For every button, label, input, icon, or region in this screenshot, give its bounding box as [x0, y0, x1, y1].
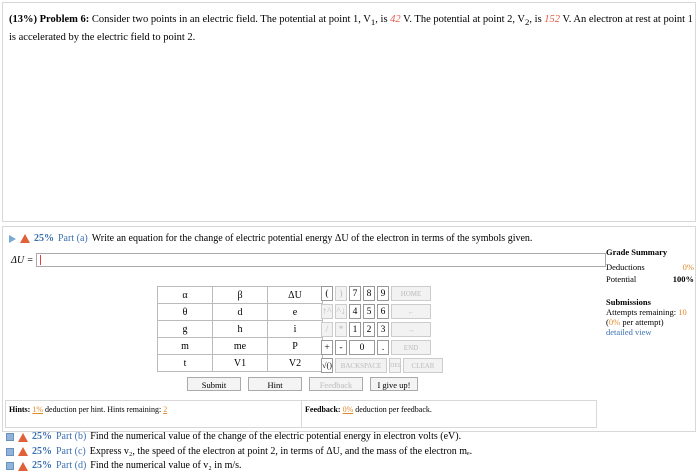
problem-statement-box	[2, 2, 696, 222]
part-c-label: Part (c)	[56, 445, 86, 457]
keypad-row-2	[321, 304, 443, 320]
symbol-palette	[157, 286, 323, 372]
problem-weight: (13%)	[9, 14, 37, 25]
answer-row	[11, 253, 606, 267]
key-end[interactable]: END	[391, 340, 431, 355]
key-right-arrow[interactable]: →	[391, 322, 431, 337]
part-b-label: Part (b)	[56, 431, 87, 442]
symbol-d[interactable]: d	[213, 304, 268, 321]
part-a-text: Write an equation for the change of electric potential energy ΔU of the electron in terms of the symbols given.	[91, 233, 533, 244]
symbol-beta[interactable]: β	[213, 287, 268, 304]
key-backspace[interactable]: BACKSPACE	[335, 358, 387, 373]
keypad-row-3	[321, 322, 443, 338]
v1-value: 42	[390, 14, 401, 25]
key-home[interactable]: HOME	[391, 286, 431, 301]
hints-text: deduction per hint. Hints remaining:	[45, 405, 162, 414]
v1-subscript: 1	[370, 17, 376, 28]
potential-value: 100%	[672, 274, 694, 284]
hints-label: Hints:	[9, 405, 31, 414]
key-left-arrow[interactable]: ←	[391, 304, 431, 319]
key-power-up[interactable]: ↑^	[321, 304, 333, 319]
other-parts-list	[6, 430, 472, 474]
hints-pct: 1%	[32, 405, 44, 414]
keypad-row-1	[321, 286, 443, 302]
symbol-t[interactable]: t	[158, 355, 213, 372]
problem-text-1: Consider two points in an electric field. The potential at point 1, V	[91, 14, 371, 25]
problem-label: Problem 6:	[39, 14, 90, 25]
deductions-label: Deductions	[606, 262, 645, 272]
key-7[interactable]: 7	[349, 286, 361, 301]
keypad	[321, 286, 443, 376]
deductions-row	[606, 261, 694, 273]
problem-text-4: , is	[529, 14, 542, 25]
potential-label: Potential	[606, 274, 637, 284]
expand-icon[interactable]	[6, 448, 14, 456]
warning-icon	[18, 462, 28, 471]
per-attempt-row: (0% per attempt)	[606, 317, 664, 327]
per-attempt-label: per attempt)	[622, 317, 664, 327]
part-c-percent: 25%	[32, 445, 52, 457]
key-del[interactable]: DEL	[389, 358, 401, 373]
feedback-pct: 0%	[342, 405, 354, 414]
part-c-text: Express v₂, the speed of the electron at point 2, in terms of ΔU, and the mass of the electron mₑ.	[89, 445, 473, 457]
part-d-row[interactable]	[6, 459, 472, 474]
hints-remaining: 2	[163, 405, 168, 414]
warning-icon	[18, 433, 28, 442]
per-attempt-pct: 0%	[608, 317, 621, 327]
deductions-value: 0%	[682, 262, 694, 272]
give-up-button[interactable]: I give up!	[370, 377, 418, 391]
symbol-theta[interactable]: θ	[158, 304, 213, 321]
key-2[interactable]: 2	[363, 322, 375, 337]
feedback-text: deduction per feedback.	[355, 405, 432, 414]
part-a-label: Part (a)	[58, 233, 88, 244]
symbol-m[interactable]: m	[158, 338, 213, 355]
part-c-row[interactable]	[6, 445, 472, 460]
part-d-text: Find the numerical value of v₂ in m/s.	[90, 460, 242, 471]
symbol-alpha[interactable]: α	[158, 287, 213, 304]
grade-summary	[606, 247, 694, 337]
symbol-v2[interactable]: V2	[268, 355, 323, 372]
key-0[interactable]: 0	[349, 340, 375, 355]
hints-box	[5, 400, 302, 428]
expand-arrow-icon[interactable]	[9, 235, 16, 243]
feedback-box	[301, 400, 597, 428]
key-multiply[interactable]: *	[335, 322, 347, 337]
symbol-g[interactable]: g	[158, 321, 213, 338]
feedback-button[interactable]: Feedback	[309, 377, 363, 391]
key-decimal[interactable]: .	[377, 340, 389, 355]
symbol-e[interactable]: e	[268, 304, 323, 321]
key-4[interactable]: 4	[349, 304, 361, 319]
key-open-paren[interactable]: (	[321, 286, 333, 301]
grade-summary-title: Grade Summary	[606, 247, 668, 257]
key-1[interactable]: 1	[349, 322, 361, 337]
symbol-i[interactable]: i	[268, 321, 323, 338]
problem-text-2: , is	[375, 14, 388, 25]
v2-subscript: 2	[525, 17, 530, 28]
expand-icon[interactable]	[6, 462, 14, 470]
action-buttons	[187, 377, 418, 391]
keypad-row-5	[321, 358, 443, 374]
symbol-h[interactable]: h	[213, 321, 268, 338]
potential-row	[606, 273, 694, 285]
submissions-label: Submissions	[606, 297, 651, 307]
part-b-text: Find the numerical value of the change of the electric potential energy in electron volts (eV).	[90, 431, 462, 442]
key-6[interactable]: 6	[377, 304, 389, 319]
problem-text	[9, 12, 693, 45]
key-9[interactable]: 9	[377, 286, 389, 301]
key-plus[interactable]: +	[321, 340, 333, 355]
hint-button[interactable]: Hint	[248, 377, 302, 391]
attempts-row	[606, 307, 694, 317]
symbol-delta-u[interactable]: ΔU	[268, 287, 323, 304]
warning-icon	[18, 447, 28, 456]
attempts-label: Attempts remaining:	[606, 307, 677, 317]
symbol-v1[interactable]: V1	[213, 355, 268, 372]
submit-button[interactable]: Submit	[187, 377, 241, 391]
key-3[interactable]: 3	[377, 322, 389, 337]
warning-icon	[20, 234, 30, 243]
feedback-label: Feedback:	[305, 405, 341, 414]
detailed-view-link[interactable]: detailed view	[606, 327, 652, 337]
part-a-percent: 25%	[34, 233, 54, 244]
part-d-label: Part (d)	[56, 460, 87, 471]
text-caret	[40, 255, 41, 265]
part-b-percent: 25%	[32, 431, 52, 442]
key-5[interactable]: 5	[363, 304, 375, 319]
key-sqrt[interactable]: √()	[321, 358, 333, 373]
part-b-row[interactable]	[6, 430, 472, 445]
answer-label: ΔU =	[11, 254, 34, 266]
key-close-paren[interactable]: )	[335, 286, 347, 301]
symbol-p[interactable]: P	[268, 338, 323, 355]
key-power-down[interactable]: ^↓	[335, 304, 347, 319]
problem-text-3: V. The potential at point 2, V	[403, 14, 526, 25]
key-divide[interactable]: /	[321, 322, 333, 337]
symbol-me[interactable]: me	[213, 338, 268, 355]
attempts-value: 10	[678, 307, 687, 317]
expand-icon[interactable]	[6, 433, 14, 441]
keypad-row-4	[321, 340, 443, 356]
problem-text-5: V. An electron at rest at point 1 is accelerated by the electric field to point 2.	[9, 14, 693, 44]
answer-input[interactable]	[36, 253, 606, 267]
part-d-percent: 25%	[32, 460, 52, 471]
part-a-panel	[2, 226, 696, 432]
part-a-header	[9, 233, 532, 244]
key-clear[interactable]: CLEAR	[403, 358, 443, 373]
key-minus[interactable]: -	[335, 340, 347, 355]
key-8[interactable]: 8	[363, 286, 375, 301]
v2-value: 152	[544, 14, 561, 25]
